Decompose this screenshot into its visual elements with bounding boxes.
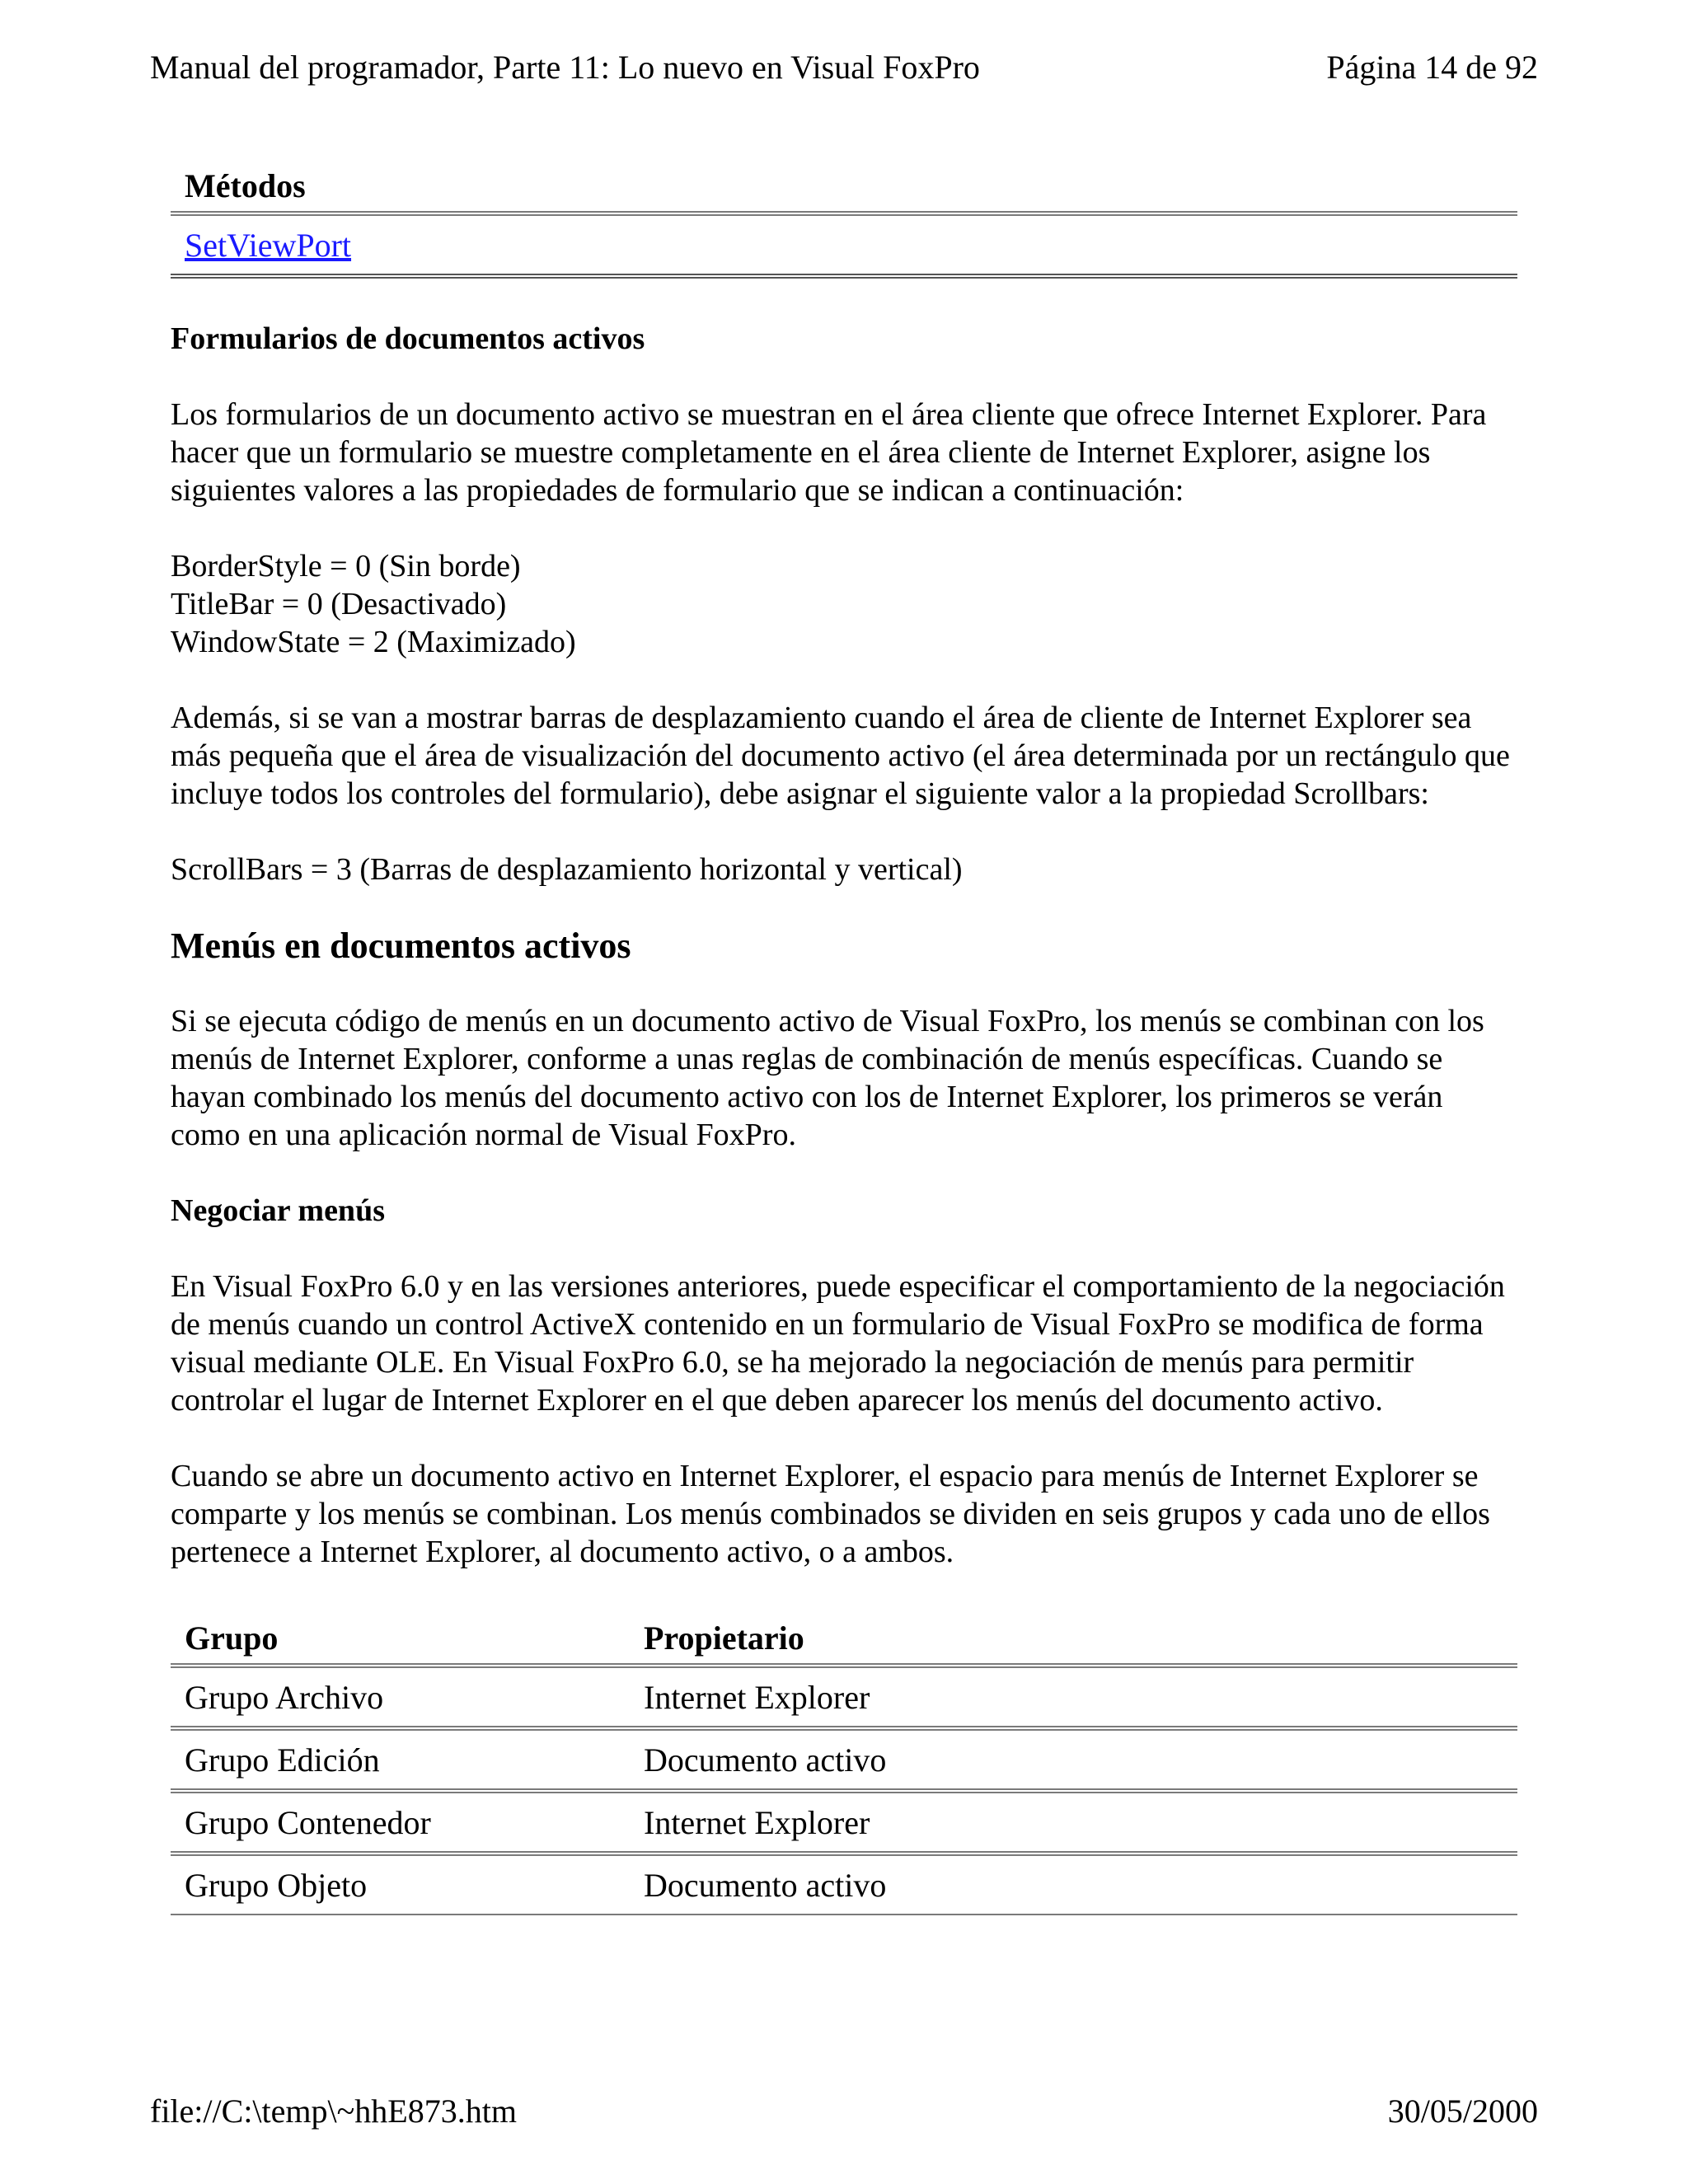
column-header-group: Grupo [171,1612,630,1666]
setting-line: TitleBar = 0 (Desactivado) [171,587,507,621]
print-date: 30/05/2000 [1387,2093,1538,2130]
group-cell: Grupo Objeto [171,1854,630,1915]
group-cell: Grupo Archivo [171,1666,630,1728]
group-cell: Grupo Contenedor [171,1791,630,1854]
setting-line: WindowState = 2 (Maximizado) [171,625,576,659]
menus-paragraph: Si se ejecuta código de menús en un documento activo de Visual FoxPro, los menús se combinan con los menús de Internet Explorer, conforme a unas reglas de combinación de menús específicas. Cuando se hayan combinado los menús del documento activo con los de Internet Explorer, los primeros se verán como en una aplicación normal de Visual FoxPro. [171,1004,1484,1152]
table-row [171,213,1517,276]
page-content [171,160,1517,1915]
group-cell: Grupo Edición [171,1728,630,1791]
page-number: Página 14 de 92 [1326,49,1538,86]
owner-cell: Internet Explorer [630,1666,1517,1728]
table-row [171,1666,1517,1728]
table-cell [171,213,1517,276]
page-header [150,48,1538,87]
forms-paragraph-1: Los formularios de un documento activo se muestran en el área cliente que ofrece Internet Explorer. Para hacer que un formulario se muestre completamente en el área cliente de Internet Explorer, asigne los siguientes valores a las propiedades de formulario que se indican a continuación: [171,397,1487,508]
section-heading-menus: Menús en documentos activos [171,926,631,966]
column-header-owner: Propietario [630,1612,1517,1666]
page-footer [150,2092,1538,2131]
setting-line: BorderStyle = 0 (Sin borde) [171,549,521,583]
negotiate-paragraph-2: Cuando se abre un documento activo en Internet Explorer, el espacio para menús de Internet Explorer se comparte y los menús se combinan. Los menús combinados se dividen en seis grupos y cada uno de ellos pertenece a Internet Explorer, al documento activo, o a ambos. [171,1459,1490,1569]
section-heading-negotiate: Negociar menús [171,1193,385,1228]
document-title: Manual del programador, Parte 11: Lo nuevo en Visual FoxPro [150,49,980,86]
setviewport-link[interactable]: SetViewPort [185,226,352,264]
file-path: file://C:\temp\~hhE873.htm [150,2093,517,2130]
negotiate-paragraph-1: En Visual FoxPro 6.0 y en las versiones anteriores, puede especificar el comportamiento de la negociación de menús cuando un control ActiveX contenido en un formulario de Visual FoxPro se modifica de forma visual mediante OLE. En Visual FoxPro 6.0, se ha mejorado la negociación de menús para permitir controlar el lugar de Internet Explorer en el que deben aparecer los menús del documento activo. [171,1269,1505,1418]
scrollbars-setting: ScrollBars = 3 (Barras de desplazamiento horizontal y vertical) [171,852,963,887]
owner-cell: Documento activo [630,1728,1517,1791]
owner-cell: Documento activo [630,1854,1517,1915]
table-row [171,1728,1517,1791]
methods-table [171,160,1517,279]
section-heading-forms: Formularios de documentos activos [171,321,645,356]
table-row [171,1791,1517,1854]
owner-cell: Internet Explorer [630,1791,1517,1854]
form-settings-list [171,547,1517,661]
table-row [171,1854,1517,1915]
menu-groups-table [171,1612,1517,1915]
methods-table-header: Métodos [171,160,1517,213]
forms-paragraph-2: Además, si se van a mostrar barras de desplazamiento cuando el área de cliente de Internet Explorer sea más pequeña que el área de visualización del documento activo (el área determinada por un rectángulo que incluye todos los controles del formulario), debe asignar el siguiente valor a la propiedad Scrollbars: [171,701,1510,811]
